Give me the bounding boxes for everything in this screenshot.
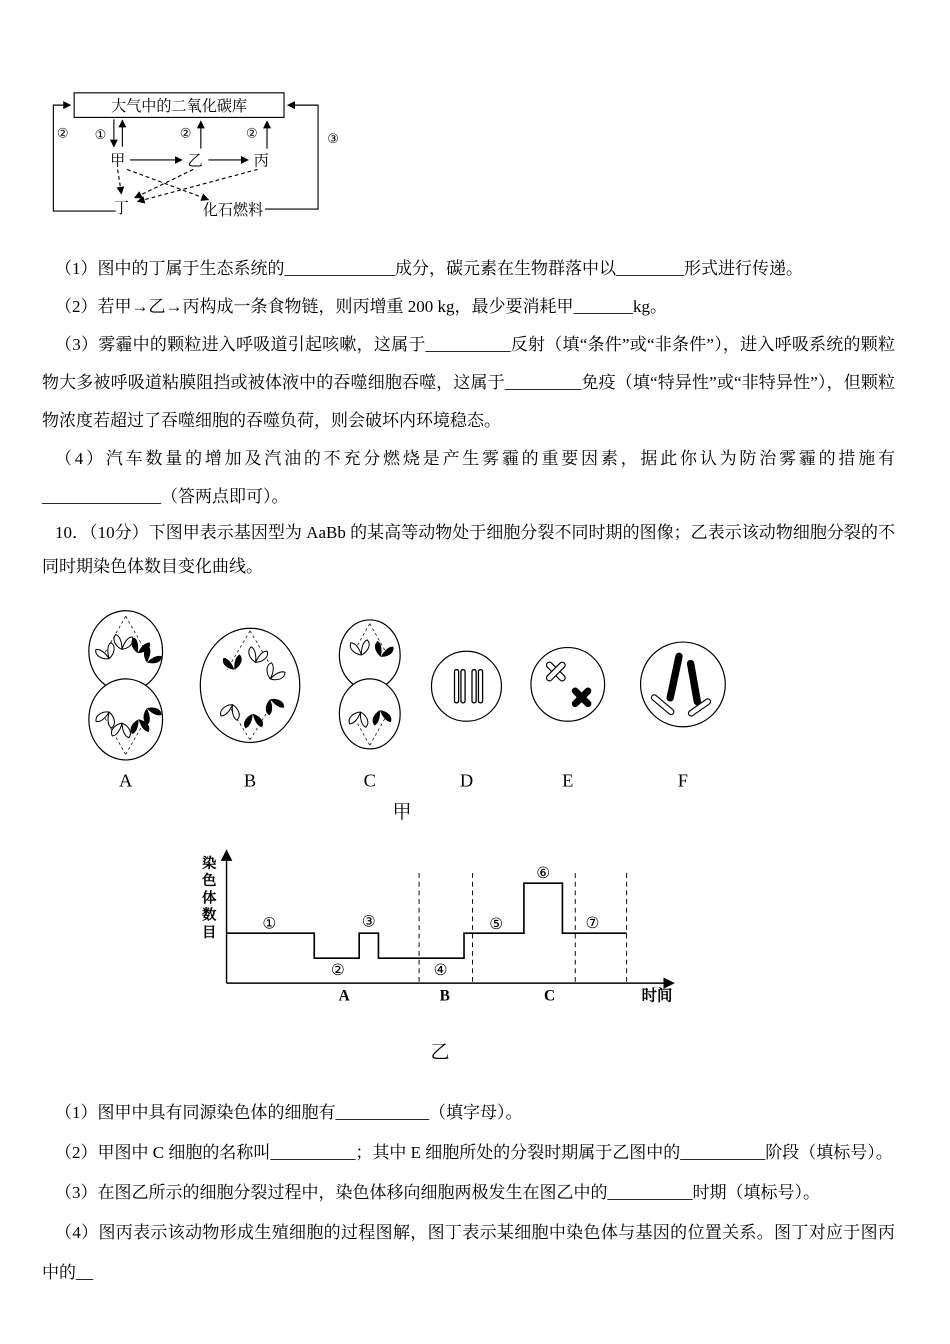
figure-jia-caption: 甲 [392, 801, 412, 823]
cell-F [641, 642, 726, 727]
chart-ylabel-char: 目 [202, 924, 217, 941]
cell-A [89, 610, 163, 759]
chart-xlabel: 时间 [641, 987, 673, 1005]
decomposer-arrows [118, 169, 258, 201]
arrow-fossil-to-atmosphere [265, 105, 318, 209]
question-10-item-2: （2）甲图中 C 细胞的名称叫__________；其中 E 细胞所处的分裂时期属于乙图中的__________阶段（填标号）。 [55, 1142, 893, 1162]
chart-section-A: A [338, 987, 350, 1005]
circled-2-bing: ② [245, 125, 258, 141]
question-10-subquestions [42, 1093, 895, 1293]
chart-annotation-⑥: ⑥ [536, 864, 551, 882]
chart-section-C: C [544, 987, 556, 1005]
cell-label-f: F [677, 770, 689, 791]
circled-2-yi: ② [179, 125, 192, 141]
question-9-item-3: （3）雾霾中的颗粒进入呼吸道引起咳嗽，这属于__________反射（填“条件”或“非条件”），进入呼吸系统的颗粒物大多被呼吸道粘膜阻挡或被体液中的吞噬细胞吞噬，这属于_________免疫（填“特异性”或“非特异性”），但颗粒物浓度若超过了吞噬细胞的吞噬负荷，则会破坏内环境稳态。 [42, 334, 895, 430]
question-9-item-1: （1）图中的丁属于生态系统的_____________成分，碳元素在生物群落中以________形式进行传递。 [55, 258, 803, 278]
chart-annotation-①: ① [262, 915, 277, 933]
cell-label-a: A [119, 770, 133, 791]
chart-annotation-④: ④ [433, 961, 448, 979]
circled-1-photosynthesis: ① [94, 127, 107, 143]
chart-curve [227, 883, 627, 958]
circled-3-fossil: ③ [327, 130, 340, 146]
cell-label-c: C [363, 770, 376, 791]
cell-B [200, 628, 299, 742]
figure-yi-chart [190, 837, 690, 1067]
question-10-item-4: （4）图丙表示该动物形成生殖细胞的过程图解，图丁表示某细胞中染色体与基因的位置关系。图丁对应于图丙中的__ [42, 1222, 895, 1282]
co2-box-label: 大气中的二氧化碳库 [111, 98, 248, 115]
question-10-intro: 10．（10分）下图甲表示基因型为 AaBb 的某高等动物处于细胞分裂不同时期的图像；乙表示该动物细胞分裂的不同时期染色体数目变化曲线。 [42, 522, 895, 576]
question-10-item-3: （3）在图乙所示的细胞分裂过程中，染色体移向细胞两极发生在图乙中的__________时期（填标号）。 [55, 1182, 820, 1202]
cell-E [531, 647, 605, 721]
carbon-cycle-diagram [42, 90, 354, 237]
node-bing-label: 丙 [253, 153, 269, 170]
chart-annotation-⑤: ⑤ [489, 915, 504, 933]
question-9-item-2: （2）若甲→乙→丙构成一条食物链，则丙增重 200 kg，最少要消耗甲_______kg。 [55, 296, 667, 316]
question-10-item-1: （1）图甲中具有同源染色体的细胞有___________（填字母）。 [55, 1102, 523, 1122]
chart-annotation-⑦: ⑦ [585, 914, 600, 932]
chart-annotation-③: ③ [361, 913, 376, 931]
figure-yi-caption: 乙 [430, 1041, 450, 1063]
chart-ylabel-char: 色 [202, 872, 217, 889]
cell-D [431, 651, 501, 721]
cell-diagrams [52, 596, 752, 794]
node-fossil-label: 化石燃料 [202, 202, 264, 219]
cell-label-b: B [243, 770, 257, 791]
circled-2-left: ② [56, 125, 69, 141]
cell-label-d: D [459, 770, 474, 791]
chart-section-B: B [439, 987, 450, 1005]
cell-label-e: E [562, 770, 574, 791]
chart-ylabel-char: 体 [202, 889, 217, 906]
question-9-item-4: （4）汽车数量的增加及汽油的不充分燃烧是产生雾霾的重要因素，据此你认为防治雾霾的措施有______________（答两点即可）。 [42, 448, 895, 506]
node-yi-label: 乙 [187, 153, 203, 170]
chart-ylabel-char: 数 [202, 907, 217, 924]
carbon-labels [57, 98, 339, 219]
carbon-cycle-figure [42, 90, 895, 242]
chart-ylabel-char: 染 [202, 855, 217, 872]
figure-jia-cells [52, 596, 752, 827]
node-jia-label: 甲 [110, 153, 126, 170]
cell-letter-labels [119, 770, 688, 790]
node-ding-label: 丁 [113, 200, 129, 217]
chromosome-count-chart [190, 837, 690, 1034]
chart-annotation-②: ② [330, 961, 345, 979]
arrow-ding-to-atmosphere [53, 105, 115, 211]
cell-C [339, 619, 400, 748]
